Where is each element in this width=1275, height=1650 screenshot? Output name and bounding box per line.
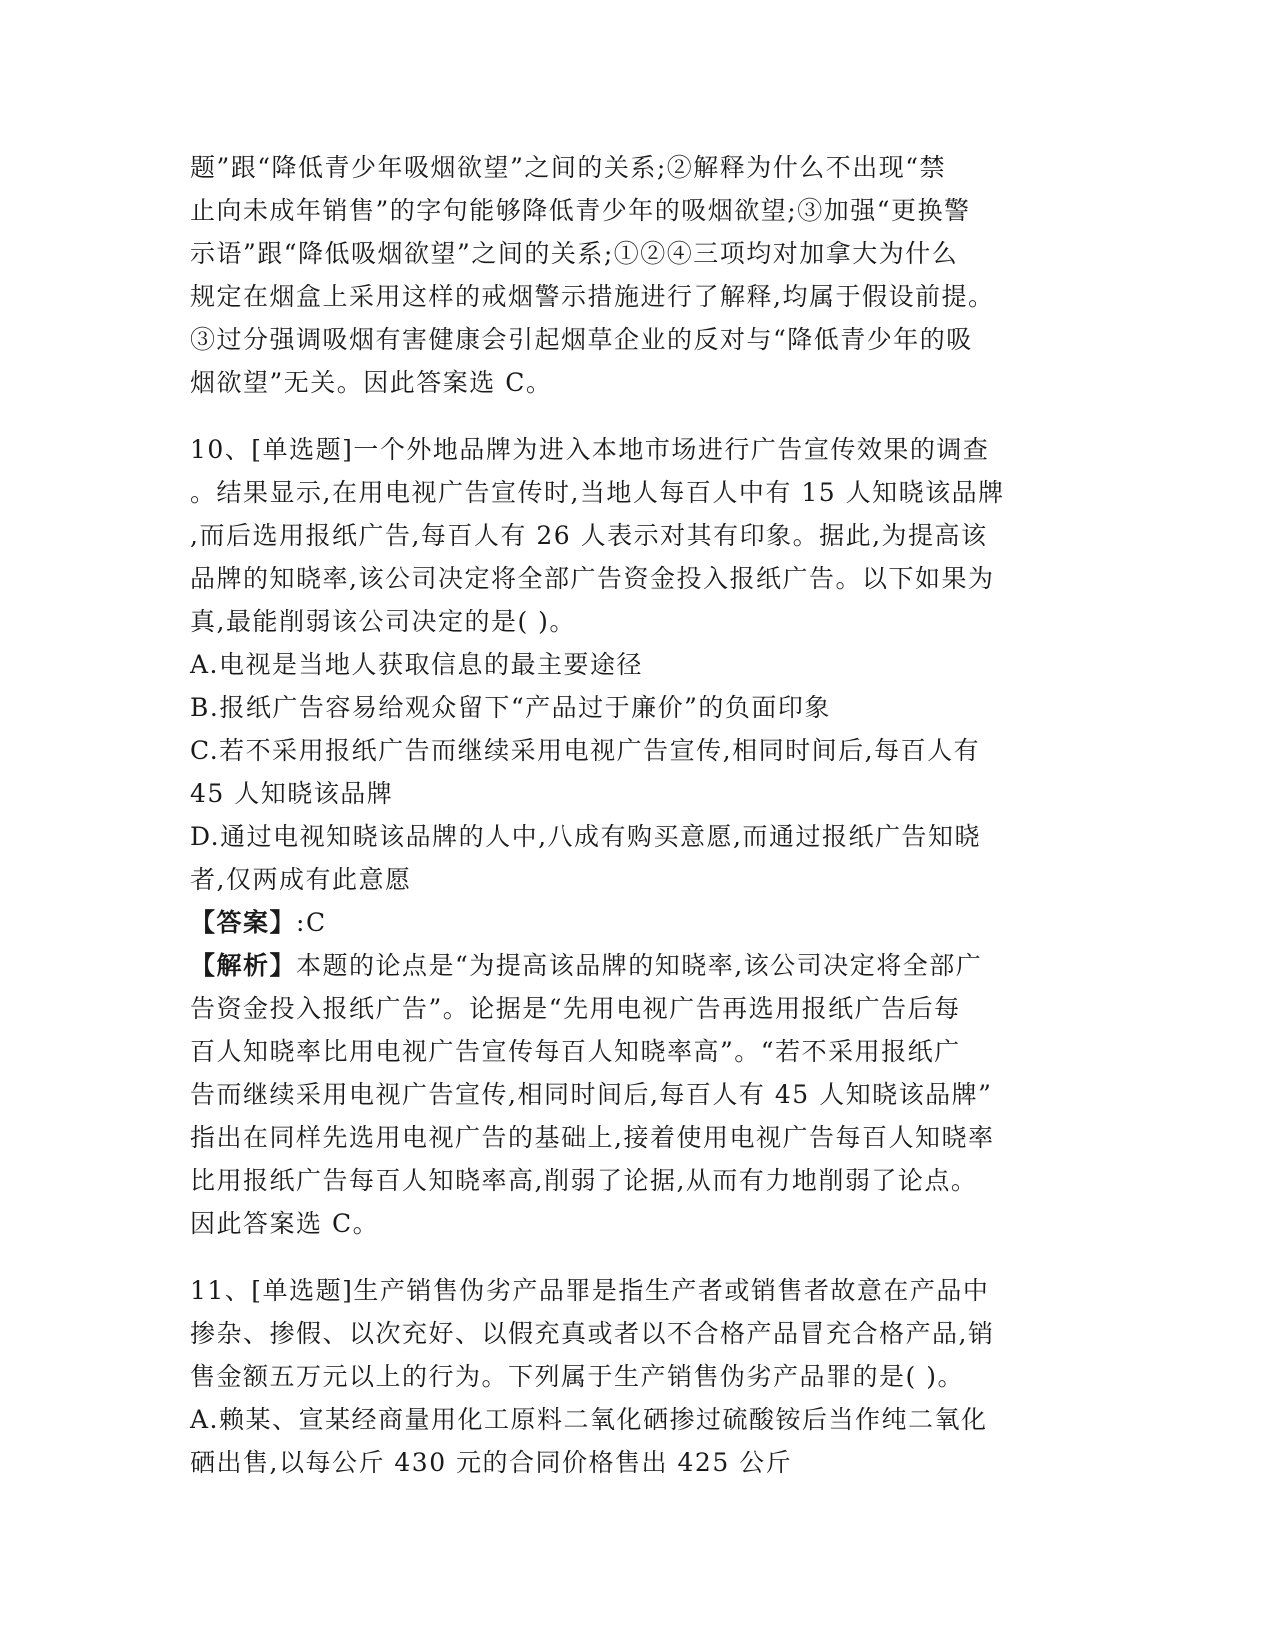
- question-10-stem: [190, 428, 1090, 643]
- text-line: 11、[单选题]生产销售伪劣产品罪是指生产者或销售者故意在产品中: [190, 1276, 990, 1305]
- text-line: 指出在同样先选用电视广告的基础上,接着使用电视广告每百人知晓率: [190, 1123, 995, 1152]
- option-a-continued: 硒出售,以每公斤 430 元的合同价格售出 425 公斤: [190, 1448, 793, 1477]
- paragraph-gap: [190, 1245, 1090, 1269]
- option-c: C.若不采用报纸广告而继续采用电视广告宣传,相同时间后,每百人有: [190, 736, 981, 765]
- text-line: 示语”跟“降低吸烟欲望”之间的关系;①②④三项均对加拿大为什么: [190, 239, 959, 268]
- question-11-options: [190, 1398, 1090, 1484]
- question-11: [190, 1269, 1090, 1484]
- text-line: 告资金投入报纸广告”。论据是“先用电视广告再选用报纸广告后每: [190, 994, 961, 1023]
- text-line: ③过分强调吸烟有害健康会引起烟草企业的反对与“降低青少年的吸: [190, 325, 973, 354]
- text-line: 本题的论点是“为提高该品牌的知晓率,该公司决定将全部广: [296, 951, 983, 980]
- text-line: 比用报纸广告每百人知晓率高,削弱了论据,从而有力地削弱了论点。: [190, 1166, 978, 1195]
- option-a: A.电视是当地人获取信息的最主要途径: [190, 650, 644, 679]
- text-line: 10、[单选题]一个外地品牌为进入本地市场进行广告宣传效果的调查: [190, 435, 990, 464]
- text-line: ,而后选用报纸广告,每百人有 26 人表示对其有印象。据此,为提高该: [190, 521, 988, 550]
- text-line: 止向未成年销售”的字句能够降低青少年的吸烟欲望;③加强“更换警: [190, 196, 971, 225]
- answer-value: :C: [296, 908, 327, 937]
- analysis-label: 【解析】: [190, 951, 297, 980]
- option-d: D.通过电视知晓该品牌的人中,八成有购买意愿,而通过报纸广告知晓: [190, 822, 981, 851]
- answer-label: 【答案】: [190, 908, 297, 937]
- answer-line: [190, 901, 1090, 944]
- paragraph-gap: [190, 404, 1090, 428]
- text-line: 售金额五万元以上的行为。下列属于生产销售伪劣产品罪的是( )。: [190, 1362, 964, 1391]
- text-line: 规定在烟盒上采用这样的戒烟警示措施进行了解释,均属于假设前提。: [190, 282, 995, 311]
- question-10-options: [190, 643, 1090, 901]
- text-line: 告而继续采用电视广告宣传,相同时间后,每百人有 45 人知晓该品牌”: [190, 1080, 993, 1109]
- question-11-stem: [190, 1269, 1090, 1398]
- text-line: 真,最能削弱该公司决定的是( )。: [190, 607, 576, 636]
- option-c-continued: 45 人知晓该品牌: [190, 779, 394, 808]
- text-line: 掺杂、掺假、以次充好、以假充真或者以不合格产品冒充合格产品,销: [190, 1319, 995, 1348]
- text-line: 因此答案选 C。: [190, 1209, 380, 1238]
- option-b: B.报纸广告容易给观众留下“产品过于廉价”的负面印象: [190, 693, 831, 722]
- analysis-first-line: [190, 944, 1090, 987]
- text-line: 题”跟“降低青少年吸烟欲望”之间的关系;②解释为什么不出现“禁: [190, 153, 947, 182]
- analysis: [190, 944, 1090, 1245]
- option-a: A.赖某、宣某经商量用化工原料二氧化硒掺过硫酸铵后当作纯二氧化: [190, 1405, 988, 1434]
- text-line: 品牌的知晓率,该公司决定将全部广告资金投入报纸广告。以下如果为: [190, 564, 995, 593]
- option-d-continued: 者,仅两成有此意愿: [190, 865, 412, 894]
- text-line: 。结果显示,在用电视广告宣传时,当地人每百人中有 15 人知晓该品牌: [190, 478, 1005, 507]
- prev-analysis-continued: [190, 146, 1090, 404]
- text-line: 百人知晓率比用电视广告宣传每百人知晓率高”。“若不采用报纸广: [190, 1037, 961, 1066]
- text-line: 烟欲望”无关。因此答案选 C。: [190, 368, 553, 397]
- question-10: [190, 428, 1090, 1245]
- document-body: [190, 146, 1090, 1484]
